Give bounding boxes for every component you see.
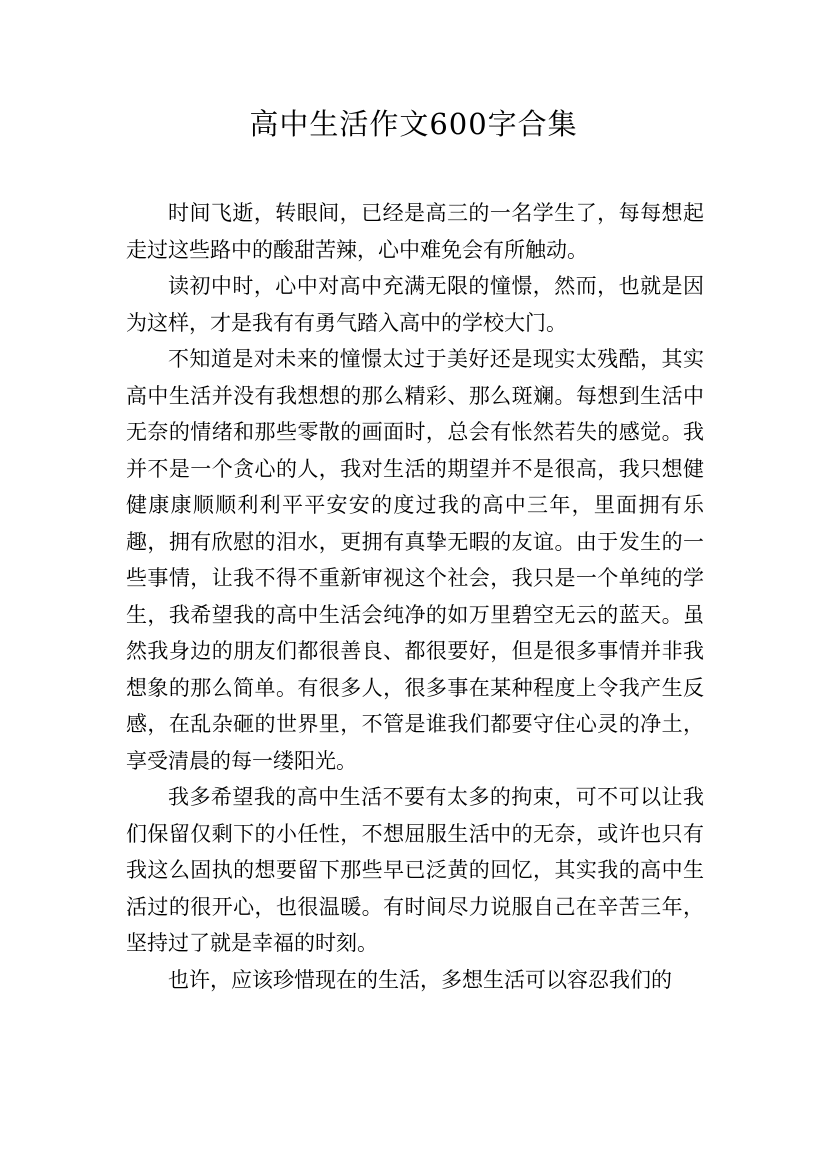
paragraph-3: 不知道是对未来的憧憬太过于美好还是现实太残酷，其实高中生活并没有我想想的那么精彩、那么斑斓。每想到生活中无奈的情绪和那些零散的画面时，总会有怅然若失的感觉。我并不是一个贪心的人，我对生活的期望并不是很高，我只想健健康康顺顺利利平平安安的度过我的高中三年，里面拥有乐趣，拥有欣慰的泪水，更拥有真挚无暇的友谊。由于发生的一些事情，让我不得不重新审视这个社会，我只是一个单纯的学生，我希望我的高中生活会纯净的如万里碧空无云的蓝天。虽然我身边的朋友们都很善良、都很要好，但是很多事情并非我想象的那么简单。有很多人，很多事在某种程度上令我产生反感，在乱杂砸的世界里，不管是谁我们都要守住心灵的净土，享受清晨的每一缕阳光。 xyxy=(126,347,704,773)
page-title: 高中生活作文600字合集 xyxy=(249,107,578,141)
paragraph-1: 时间飞逝，转眼间，已经是高三的一名学生了，每每想起走过这些路中的酸甜苦辣，心中难免会有所触动。 xyxy=(126,201,704,262)
paragraph-4: 我多希望我的高中生活不要有太多的拘束，可不可以让我们保留仅剩下的小任性，不想屈服生活中的无奈，或许也只有我这么固执的想要留下那些早已泛黄的回忆，其实我的高中生活过的很开心，也很温暖。有时间尽力说服自己在辛苦三年，坚持过了就是幸福的时刻。 xyxy=(126,785,704,955)
article-body xyxy=(126,195,704,998)
paragraph-5: 也许，应该珍惜现在的生活，多想生活可以容忍我们的 xyxy=(168,967,672,992)
paragraph-2: 读初中时，心中对高中充满无限的憧憬，然而，也就是因为这样，才是我有有勇气踏入高中的学校大门。 xyxy=(126,274,704,335)
